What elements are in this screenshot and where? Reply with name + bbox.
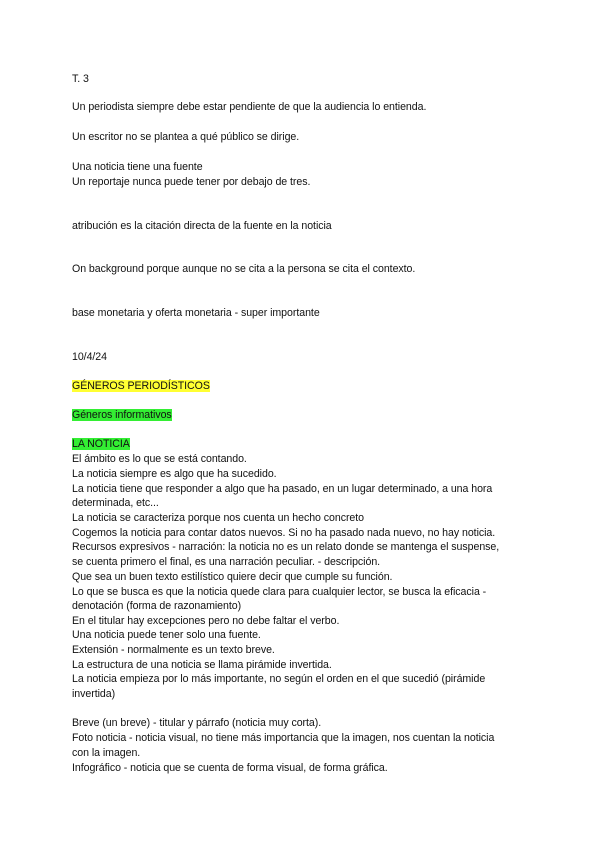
text-line: Un escritor no se plantea a qué público se dirige.	[72, 131, 300, 143]
news-line: La estructura de una noticia se llama pirámide invertida.	[72, 659, 332, 671]
news-line: Recursos expresivos - narración: la noticia no es un relato donde se mantenga el suspense,	[72, 541, 500, 553]
date-line: 10/4/24	[72, 351, 107, 363]
news-line: Cogemos la noticia para contar datos nuevos. Si no ha pasado nada nuevo, no hay noticia.	[72, 527, 496, 539]
heading-news: LA NOTICIA	[72, 438, 130, 450]
type-line: con la imagen.	[72, 747, 141, 759]
news-line: se cuenta primero el final, es una narración peculiar. - descripción.	[72, 556, 381, 568]
type-line: Foto noticia - noticia visual, no tiene más importancia que la imagen, nos cuentan la noticia	[72, 732, 495, 744]
heading-informative: Géneros informativos	[72, 409, 172, 421]
text-line: Un periodista siempre debe estar pendiente de que la audiencia lo entienda.	[72, 101, 427, 113]
news-line: Una noticia puede tener solo una fuente.	[72, 629, 261, 641]
news-line: La noticia se caracteriza porque nos cuenta un hecho concreto	[72, 512, 364, 524]
news-line: denotación (forma de razonamiento)	[72, 600, 242, 612]
news-line: En el titular hay excepciones pero no debe faltar el verbo.	[72, 615, 340, 627]
text-line: Un reportaje nunca puede tener por debajo de tres.	[72, 176, 311, 188]
news-line: El ámbito es lo que se está contando.	[72, 453, 247, 465]
news-line: Extensión - normalmente es un texto breve.	[72, 644, 275, 656]
section-label: T. 3	[72, 73, 89, 85]
news-line: La noticia tiene que responder a algo que ha pasado, en un lugar determinado, a una hora	[72, 483, 493, 495]
news-line: Lo que se busca es que la noticia quede clara para cualquier lector, se busca la eficacia -	[72, 586, 487, 598]
news-line: invertida)	[72, 688, 116, 700]
text-line: On background porque aunque no se cita a la persona se cita el contexto.	[72, 263, 416, 275]
news-line: La noticia siempre es algo que ha sucedido.	[72, 468, 277, 480]
news-line: La noticia empieza por lo más importante, no según el orden en el que sucedió (pirámide	[72, 673, 486, 685]
text-line: atribución es la citación directa de la fuente en la noticia	[72, 220, 332, 232]
news-line: determinada, etc...	[72, 497, 159, 509]
type-line: Breve (un breve) - titular y párrafo (noticia muy corta).	[72, 717, 322, 729]
text-line: Una noticia tiene una fuente	[72, 161, 203, 173]
type-line: Infográfico - noticia que se cuenta de forma visual, de forma gráfica.	[72, 762, 388, 774]
heading-genres: GÉNEROS PERIODÍSTICOS	[72, 380, 210, 392]
text-line: base monetaria y oferta monetaria - super importante	[72, 307, 320, 319]
news-line: Que sea un buen texto estilístico quiere decir que cumple su función.	[72, 571, 393, 583]
